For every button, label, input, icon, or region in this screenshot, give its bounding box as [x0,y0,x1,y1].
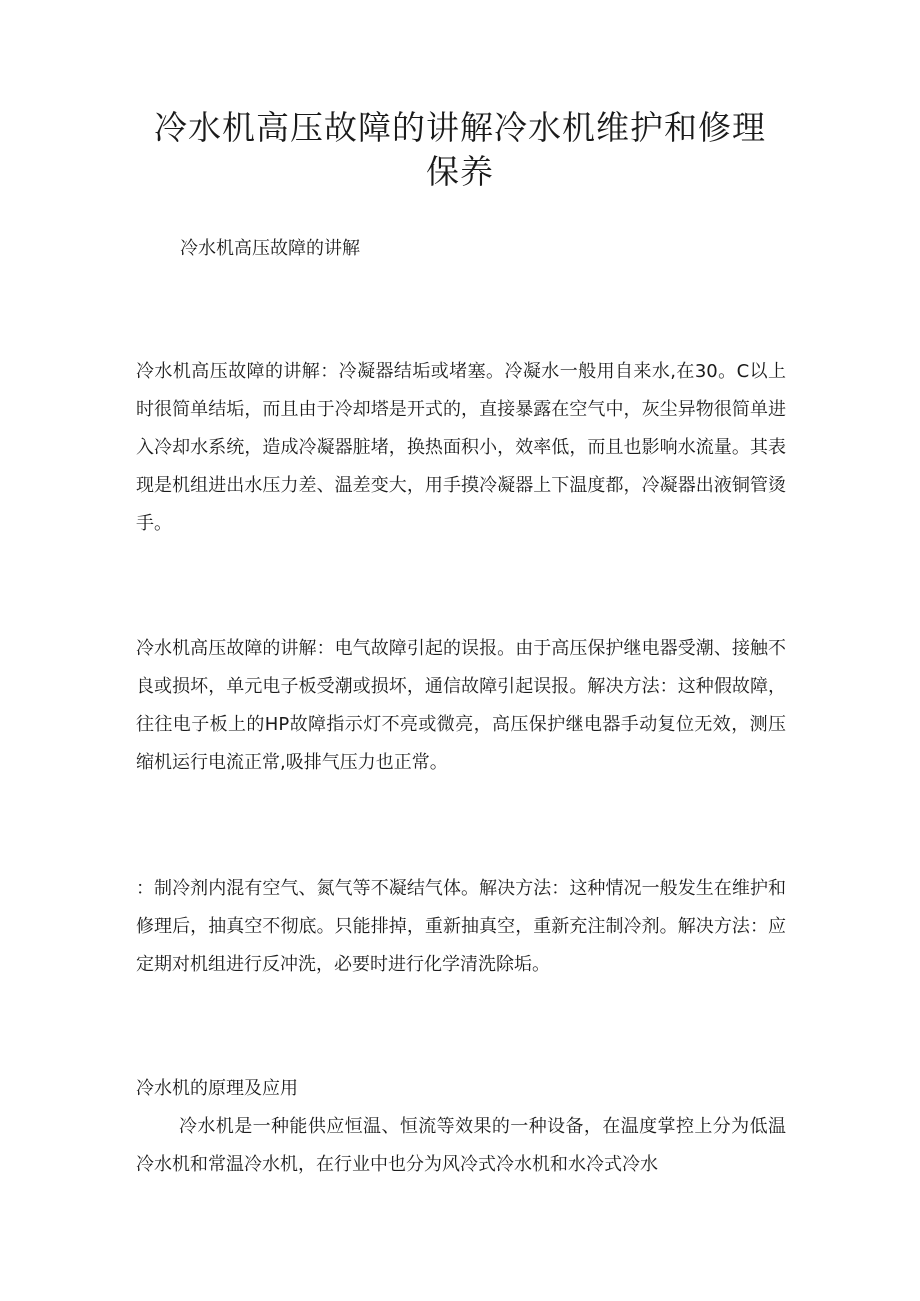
paragraph-principle-application: 冷水机是一种能供应恒温、恒流等效果的一种设备，在温度掌控上分为低温冷水机和常温冷水机，在行业中也分为风冷式冷水机和水冷式冷水 [136,1116,786,1175]
paragraph-noncondensable-gas: ：制冷剂内混有空气、氮气等不凝结气体。解决方法：这种情况一般发生在维护和修理后，抽真空不彻底。只能排掉，重新抽真空，重新充注制冷剂。解决方法：应定期对机组进行反冲洗，必要时进行化学清洗除垢。 [136,878,786,975]
document-subtitle: 冷水机高压故障的讲解 [180,238,360,259]
paragraph-electrical-fault: 冷水机高压故障的讲解：电气故障引起的误报。由于高压保护继电器受潮、接触不良或损坏，单元电子板受潮或损坏，通信故障引起误报。解决方法：这种假故障，往往电子板上的HP故障指示灯不亮或微亮，高压保护继电器手动复位无效，测压缩机运行电流正常,吸排气压力也正常。 [136,638,786,773]
section-heading-principle: 冷水机的原理及应用 [136,1078,298,1099]
document-title: 冷水机高压故障的讲解冷水机维护和修理保养 [154,108,766,191]
paragraph-condenser-scaling: 冷水机高压故障的讲解：冷凝器结垢或堵塞。冷凝水一般用自来水,在30。C以上时很简单结垢，而且由于冷却塔是开式的，直接暴露在空气中，灰尘异物很简单进入冷却水系统，造成冷凝器脏堵，换热面积小，效率低，而且也影响水流量。其表现是机组进出水压力差、温差变大，用手摸冷凝器上下温度都，冷凝器出液铜管烫手。 [136,361,786,534]
